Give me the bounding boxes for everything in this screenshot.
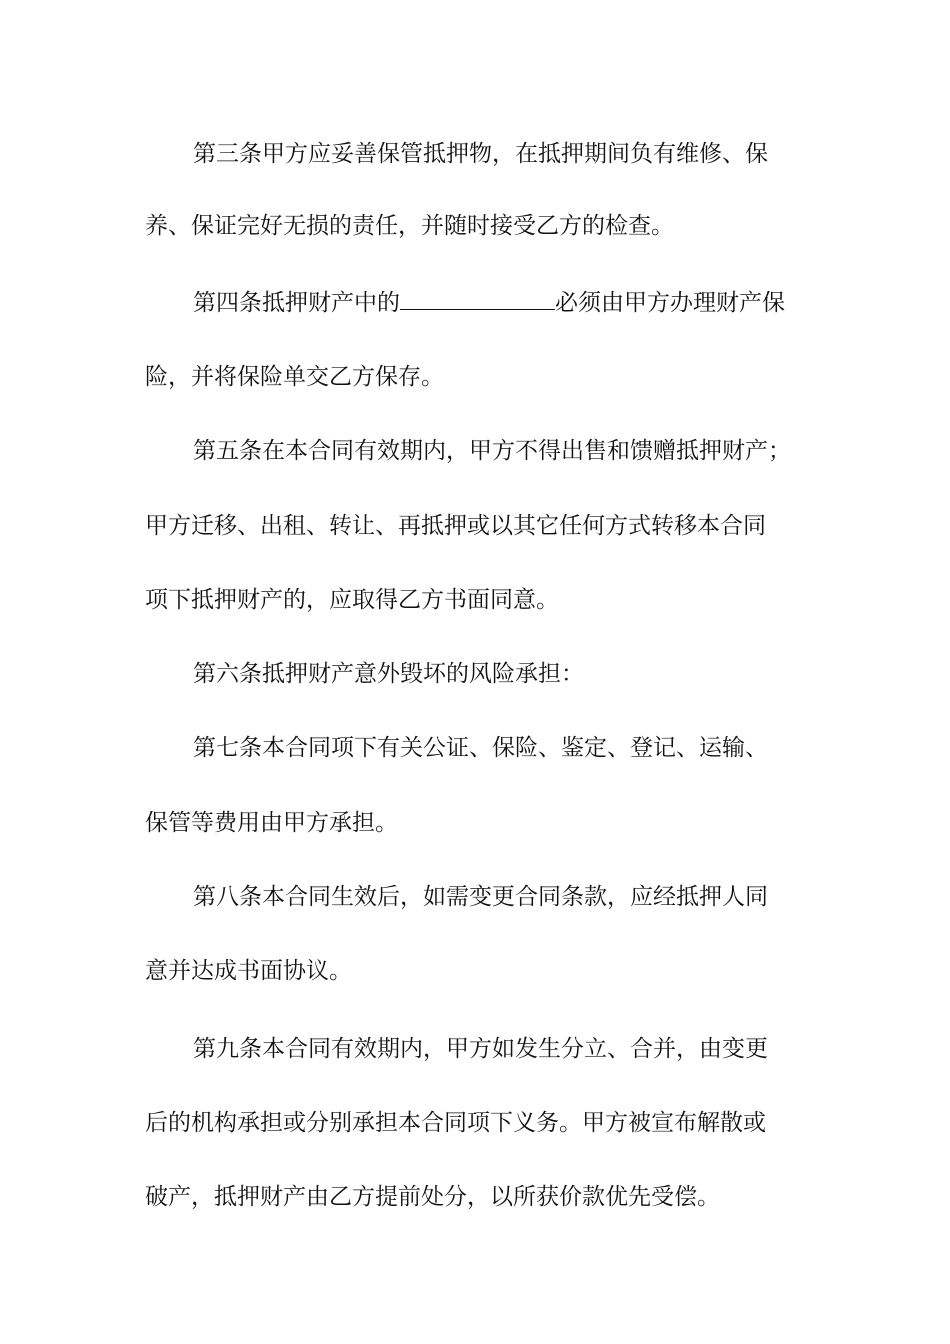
article-3-line-1: 第三条甲方应妥善保管抵押物，在抵押期间负有维修、保 xyxy=(193,141,768,167)
article-9-line-2: 后的机构承担或分别承担本合同项下义务。甲方被宣布解散或 xyxy=(145,1110,766,1136)
article-9-line-1: 第九条本合同有效期内，甲方如发生分立、合并，由变更 xyxy=(193,1036,768,1062)
article-7-line-2: 保管等费用由甲方承担。 xyxy=(145,810,398,836)
article-5-line-3: 项下抵押财产的，应取得乙方书面同意。 xyxy=(145,587,559,613)
article-4-text-before-blank: 第四条抵押财产中的 xyxy=(193,290,400,316)
article-3-line-2: 养、保证完好无损的责任，并随时接受乙方的检查。 xyxy=(145,213,674,239)
article-7-line-1: 第七条本合同项下有关公证、保险、鉴定、登记、运输、 xyxy=(193,735,768,761)
article-8-line-2: 意并达成书面协议。 xyxy=(145,958,352,984)
fill-in-blank xyxy=(400,287,555,310)
article-9-line-3: 破产，抵押财产由乙方提前处分，以所获价款优先受偿。 xyxy=(145,1184,720,1210)
article-4-text-after-blank: 必须由甲方办理财产保 xyxy=(555,290,785,316)
article-6-line-1: 第六条抵押财产意外毁坏的风险承担： xyxy=(193,661,584,687)
article-5-line-1: 第五条在本合同有效期内，甲方不得出售和馈赠抵押财产； xyxy=(193,438,791,464)
article-8-line-1: 第八条本合同生效后，如需变更合同条款，应经抵押人同 xyxy=(193,884,768,910)
article-4-line-2: 险，并将保险单交乙方保存。 xyxy=(145,364,444,390)
article-5-line-2: 甲方迁移、出租、转让、再抵押或以其它任何方式转移本合同 xyxy=(145,513,766,539)
article-4-line-1 xyxy=(193,287,785,317)
